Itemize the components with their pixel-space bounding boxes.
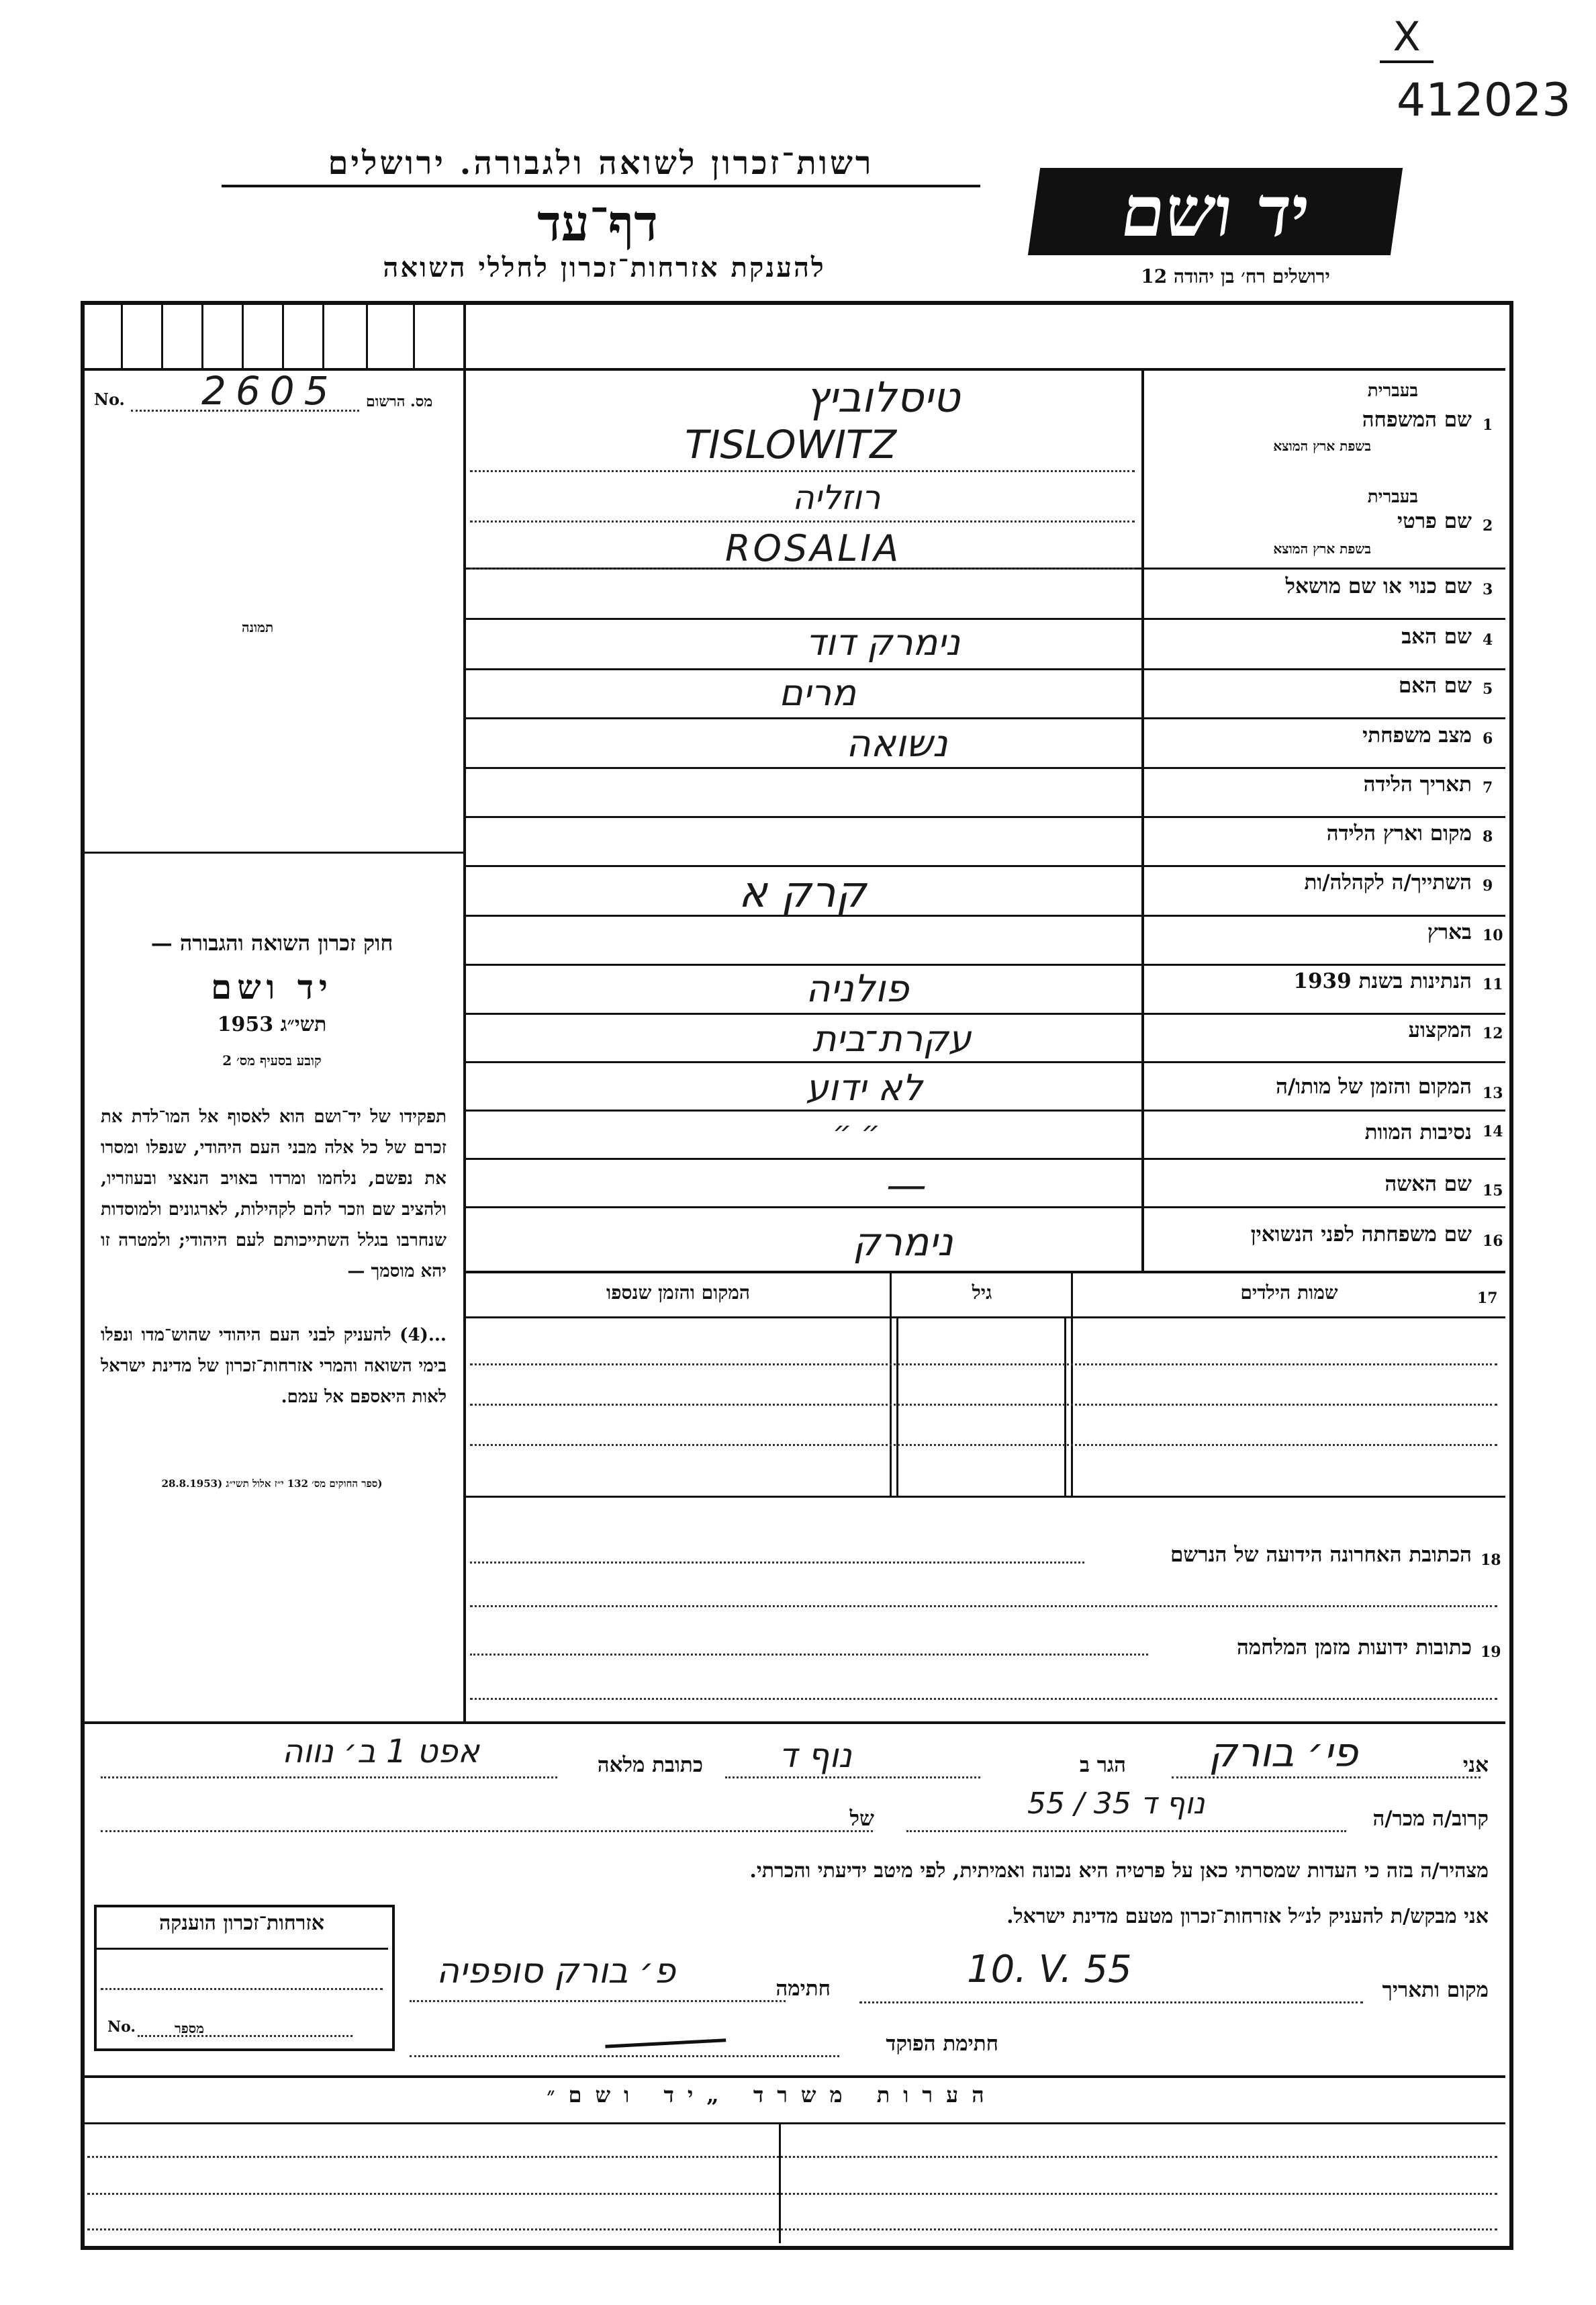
field-10-number: 10 (1483, 927, 1503, 944)
declarant-name[interactable]: פי׳ בורק (1209, 1729, 1358, 1776)
field-5-label: שם האם (1398, 674, 1472, 698)
photo-label: תמונה (242, 619, 274, 635)
field-2-sub-native: בשפת ארץ המוצא (1273, 541, 1371, 557)
remarks-title: הערות משרד „יד ושם״ (547, 2082, 998, 2108)
field-17-number: 17 (1477, 1290, 1498, 1307)
stamp-mark: X (1380, 13, 1434, 63)
field-5-value[interactable]: מרים (779, 672, 857, 714)
registration-number: 2605 (201, 368, 338, 414)
field-1-sub-native: בשפת ארץ המוצא (1273, 438, 1371, 454)
field-9-number: 9 (1483, 877, 1493, 895)
field-13-label: המקום והזמן של מותו/ה (1276, 1075, 1472, 1099)
place-date-label: מקום ותאריך (1382, 1978, 1489, 2002)
children-names-header: שמות הילדים (1240, 1281, 1338, 1304)
field-10-label: בארץ (1427, 920, 1472, 944)
field-1-label: שם המשפחה (1362, 408, 1472, 432)
field-12-label: המקצוע (1408, 1018, 1472, 1042)
children-place-header: המקום והזמן שנספו (606, 1281, 750, 1304)
page-title: דף־עד (537, 195, 658, 253)
law-heading: חוק זכרון השואה והגבורה — (150, 930, 393, 956)
field-9-label: השתייך/ה לקהלה/ות (1304, 870, 1472, 895)
field-11-number: 11 (1483, 976, 1503, 993)
field-1-sub-hebrew: בעברית (1367, 381, 1418, 401)
request-text: אני מבקש/ת להעניק לנ״ל אזרחות־זכרון מטעם מדינת ישראל. (1006, 1905, 1489, 1928)
declarant-address[interactable]: אפט 1 ב׳ נווה (282, 1733, 479, 1770)
registration-label: מס. הרשום (366, 393, 433, 410)
field-16-label: שם משפחתה לפני הנשואין (1250, 1222, 1472, 1247)
field-9-value[interactable]: קרק א (739, 868, 867, 917)
children-age-header: גיל (972, 1281, 992, 1304)
field-18-number: 18 (1481, 1551, 1501, 1569)
field-15-number: 15 (1483, 1182, 1503, 1200)
law-name: יד ושם (211, 967, 333, 1007)
relation-value[interactable]: נוף ד 35 / 55 (1027, 1787, 1205, 1821)
field-6-number: 6 (1483, 730, 1493, 748)
logo-address: ירושלים רח׳ בן יהודה 12 (1141, 265, 1330, 287)
field-14-number: 14 (1483, 1123, 1503, 1140)
field-3-number: 3 (1483, 581, 1493, 598)
field-13-number: 13 (1483, 1085, 1503, 1102)
law-section: קובע בסעיף מס׳ 2 (222, 1052, 322, 1069)
field-3-label: שם כנוי או שם מושאל (1285, 574, 1472, 598)
yad-vashem-logo: יד ושם (1028, 168, 1403, 255)
field-8-label: מקום וארץ הלידה (1326, 821, 1472, 846)
full-address-label: כתובת מלאה (597, 1753, 703, 1777)
field-16-number: 16 (1483, 1232, 1503, 1250)
field-8-number: 8 (1483, 828, 1493, 846)
declarant-i: אני (1462, 1753, 1489, 1777)
field-7-number: 7 (1483, 779, 1493, 797)
field-4-number: 4 (1483, 631, 1493, 649)
resides-label: הגר ב (1079, 1753, 1126, 1777)
officer-signature (604, 2005, 726, 2048)
field-5-number: 5 (1483, 680, 1493, 698)
relative-label: קרוב/ה מכר/ה (1372, 1807, 1489, 1831)
field-16-value[interactable]: נימרק (853, 1219, 953, 1265)
field-19-label: כתובות ידועות מזמן המלחמה (1236, 1635, 1472, 1660)
field-4-label: שם האב (1401, 625, 1472, 649)
field-12-number: 12 (1483, 1025, 1503, 1042)
law-year: תשי״ג 1953 (217, 1013, 327, 1036)
field-11-value[interactable]: פולניה (806, 967, 909, 1011)
field-4-value[interactable]: נימרק דוד (806, 621, 961, 664)
officer-signature-label: חתימת הפוקד (886, 2032, 998, 2056)
field-11-label: הנתינות בשנת 1939 (1293, 969, 1472, 993)
place-date-value[interactable]: 10. V. 55 (967, 1948, 1132, 1991)
field-7-label: תאריך הלידה (1363, 772, 1472, 797)
granted-box-title: אזרחות־זכרון הוענקה (158, 1911, 325, 1935)
field-1-number: 1 (1483, 416, 1493, 434)
law-paragraph-1: תפקידו של יד־ושם הוא לאסוף אל המו־לדת את זכרם של כל אלה מבני העם היהודי, שנפלו ומסרו את נפשם, נלחמו ומרדו באויב הנאצי ובעוזריו, ולהציב שם וזכר להם לקהילות, לארגונים ולמוסדות שנחרבו בגלל השתייכותם לעם היהודי; ולמטרה זו יהא מוסמך — (101, 1107, 447, 1281)
declarant-city[interactable]: נוף ד (779, 1736, 852, 1775)
field-15-label: שם האשה (1384, 1172, 1472, 1196)
field-19-number: 19 (1481, 1643, 1501, 1661)
registration-no-label: No. (94, 390, 125, 409)
field-6-value[interactable]: נשואה (846, 722, 948, 766)
field-18-label: הכתובת האחרונה הידועה של הנרשם (1170, 1543, 1472, 1567)
field-2-number: 2 (1483, 517, 1493, 535)
declaration-text: מצהיר/ה בזה כי העדות שמסרתי כאן על פרטיה היא נכונה ואמיתית, לפי מיטב ידיעתי והכרתי. (749, 1859, 1489, 1883)
law-source: (ספר החוקים מס׳ 132 י״ז אלול תשי״ג (28.8.1953 (161, 1478, 383, 1490)
granted-box-number-label: מספר (175, 2020, 204, 2036)
field-12-value[interactable]: עקרת־בית (812, 1018, 972, 1060)
field-2-label: שם פרטי (1397, 509, 1472, 533)
field-6-label: מצב משפחתי (1362, 723, 1472, 748)
field-1-value-native[interactable]: TISLOWITZ (685, 422, 897, 467)
granted-box-no: No. (107, 2018, 136, 2036)
field-1-value-hebrew[interactable]: טיסלוביץ (806, 373, 960, 422)
field-2-value-native[interactable]: ROSALIA (725, 527, 902, 570)
field-13-value[interactable]: לא ידוע (806, 1067, 923, 1109)
field-2-sub-hebrew: בעברית (1367, 487, 1418, 507)
of-label: של (849, 1807, 874, 1831)
authority-name: רשות־זכרון לשואה ולגבורה. ירושלים (222, 144, 980, 187)
field-15-value[interactable]: — (886, 1162, 927, 1209)
signature-label: חתימה (776, 1977, 831, 2001)
field-14-value[interactable]: ״ ״ (833, 1115, 880, 1149)
field-2-value-hebrew[interactable]: רוזליה (792, 478, 881, 517)
page-subtitle: להענקת אזרחות־זכרון לחללי השואה (383, 252, 826, 283)
field-14-label: נסיבות המוות (1364, 1120, 1472, 1144)
law-paragraph-2: ...(4) להעניק לבני העם היהודי שהוש־מדו ונפלו בימי השואה והמרי אזרחות־זכרון של מדינת ישראל לאות היאספם אל עמם. (101, 1325, 447, 1407)
declarant-signature[interactable]: פ׳ בורק סופפיה (436, 1951, 676, 1991)
archive-number: 412023 (1397, 74, 1571, 127)
